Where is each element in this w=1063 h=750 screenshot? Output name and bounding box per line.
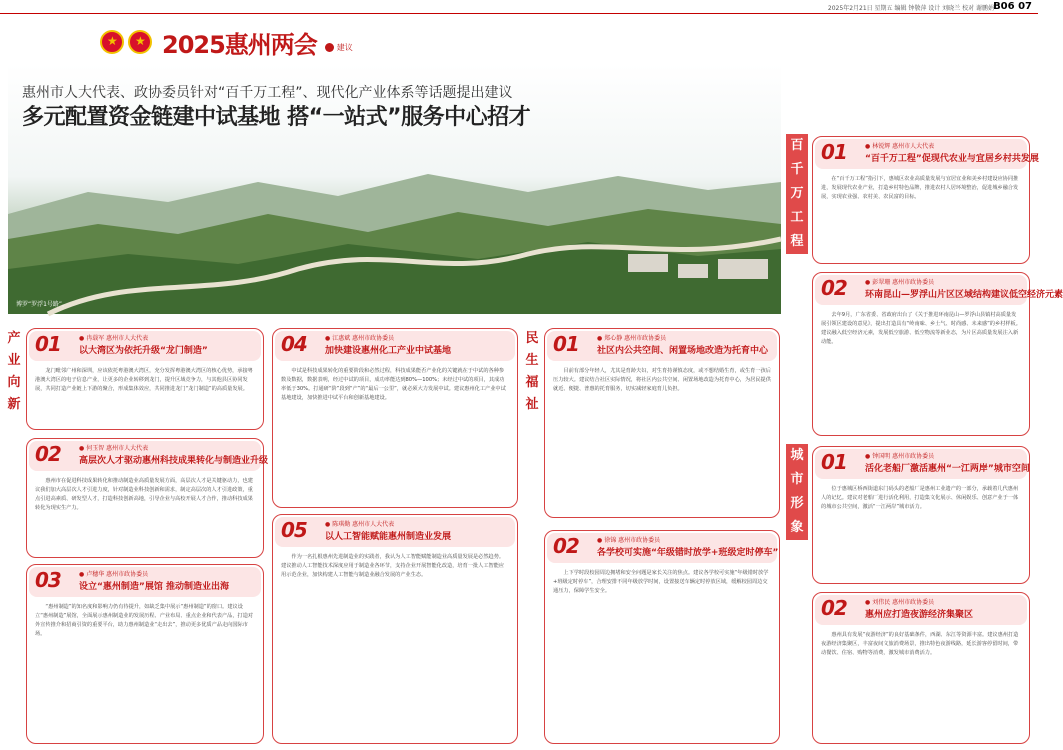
card-title: 活化老船厂激活惠州“一江两岸”城市空间	[865, 464, 1030, 474]
card-author: ● 陈琪勤 惠州市人大代表	[325, 519, 394, 528]
card-author: ● 钟国明 惠州市政协委员	[865, 451, 934, 460]
card-header	[815, 275, 1063, 305]
section-label-livelihood: 民生福祉	[525, 331, 539, 412]
bullet-icon	[325, 43, 334, 52]
section-label-rural: 百千万工程	[786, 134, 808, 254]
card-number: 01	[821, 140, 847, 164]
card-title: 惠州应打造夜游经济集聚区	[865, 610, 974, 620]
card-title: 社区内公共空间、闲置场地改造为托育中心	[597, 346, 769, 356]
card-body: 目前有部分年轻人，尤其是育龄夫妇，对生育持谨慎态度，或不想结婚生育，或生育一孩后压力较大。建议结合社区实际情况，将社区内公共空间、闲置场地改造为托育中心，为居民提供就近、便捷、普惠的托育服务，切实减轻家庭育儿负担。	[553, 368, 771, 392]
card-number: 01	[553, 332, 579, 356]
card-title: 环南昆山—罗浮山片区区域结构建议低空经济元素	[865, 290, 1063, 300]
card-author: ● 彭翠珊 惠州市政协委员	[865, 277, 934, 286]
card-header	[29, 331, 261, 361]
card-number: 02	[553, 534, 579, 558]
photo-caption: 博罗“罗浮1号路”。	[16, 301, 69, 308]
issue-meta: 2025年2月21日 星期五 编辑 钟敬萍 设计 刘晓兰 校对 谢鹏娟	[827, 5, 994, 12]
card-body: “惠州制造”的知名度和影响力仍有待提升，如缺乏集中展示“惠州制造”的窗口。建议设立“惠州制造”展馆，全面展示惠州制造业的发展历程、产业布局、重点企业和代表产品，打造对外宣传推介和招商引资的重要平台，助力惠州制造业“走出去”，推动更多优质产品走向国际市场。	[35, 604, 254, 637]
proposal-card	[544, 328, 780, 518]
proposal-card	[812, 136, 1039, 264]
card-number: 04	[281, 332, 307, 356]
page-header	[0, 0, 1038, 14]
cppcc-emblem-icon	[128, 30, 152, 54]
card-author: ● 郑心静 惠州市政协委员	[597, 333, 666, 342]
proposal-card	[272, 328, 518, 508]
card-header	[547, 533, 777, 563]
proposal-card	[544, 530, 780, 744]
card-author: ● 何玉智 惠州市人大代表	[79, 443, 148, 452]
card-number: 02	[35, 442, 61, 466]
card-title: 设立“惠州制造”展馆 推动制造业出海	[79, 582, 229, 592]
proposal-card	[812, 592, 1030, 744]
card-title: 以人工智能赋能惠州制造业发展	[325, 532, 452, 542]
card-title: 各学校可实施“年级错时放学+班级定时停车”	[597, 548, 779, 558]
card-author: ● 林锐辉 惠州市人大代表	[865, 141, 934, 150]
proposal-card	[26, 328, 264, 430]
banner-subtitle-text: 建议	[336, 42, 353, 52]
card-body: 惠州市在促进科技成果转化和推动制造业高质量发展方面，高层次人才是关键驱动力，也建议我们加大高层次人才引进力度，针对制造业科技创新和需求，制定高层次的人才引进政策，重点引进高素质、研发型人才，打造科技创新高地，引导企业与高校开展人才合作，推动科技成果转化为现实生产力。	[35, 478, 253, 511]
section-label-urban: 城市形象	[786, 444, 808, 540]
card-header	[275, 517, 515, 547]
card-title: “百千万工程”促现代农业与宜居乡村共发展	[865, 154, 1039, 164]
card-body: 去年9月，广东省委、省政府出台了《关于推进环南昆山—罗浮山县镇村高质量发展引领区建设的意见》，提出打造具有“岭南味、乡土气、时尚感、未来感”的乡村样板。建议融入低空经济元素，发展低空旅游、低空物流等新业态，为片区高质量发展注入新动能。	[821, 312, 1021, 345]
proposal-card	[272, 514, 518, 744]
card-number: 03	[35, 568, 61, 592]
card-author: ● 冉载军 惠州市人大代表	[79, 333, 148, 342]
card-body: 中试是科技成果转化的重要阶段和必然过程，科技成果能否产业化的关键就在于中试的各种参数及数据，数据表明，经过中试的项目，成功率能达到80%—100%；未经过中试的项目，其成功率低于30%。打通研“阶”段到“产”的“最后一公里”，就必须大力发展中试。建议惠州化工产业中试基地建设，加快推进中试平台和创新基地建设。	[281, 368, 506, 401]
card-author: ● 江惠斌 惠州市政协委员	[325, 333, 394, 342]
card-body: 作为一名扎根惠州先进制造业的实践者，我认为人工智能赋能制造业高质量发展是必然趋势。建议推动人工智能技术深度应用于制造业各环节，支持企业开展智能化改造，培育一批人工智能应用示范企业，加快构建人工智能与制造业融合发展的产业生态。	[281, 554, 505, 578]
banner-subtitle	[325, 42, 353, 53]
card-number: 01	[35, 332, 61, 356]
card-header	[547, 331, 777, 361]
card-number: 02	[821, 276, 847, 300]
proposal-card	[812, 446, 1030, 584]
national-emblem-icon	[100, 30, 124, 54]
card-body: 在“百千万工程”指引下，惠城区农业高质量发展与宜居宜业和美乡村建设应协同推进，发展现代农业产业，打造乡村特色品牌，推进农村人居环境整治，促进城乡融合发展，实现农业强、农村美、农民富的目标。	[821, 176, 1019, 200]
proposal-card	[26, 438, 269, 558]
page-number: B06 07	[993, 1, 1032, 12]
card-header	[29, 441, 269, 471]
proposal-card	[812, 272, 1063, 436]
card-header	[29, 567, 261, 597]
card-title: 以大湾区为依托升级“龙门制造”	[79, 346, 208, 356]
card-header	[815, 449, 1030, 479]
banner	[100, 22, 353, 62]
card-body: 惠州具有发展“夜游经济”的良好基础条件，西湖、东江等资源丰富。建议惠州打造夜游经济集聚区，丰富夜间文旅消费场景，推出特色夜游线路，延长游客停留时间，带动餐饮、住宿、购物等消费，激发城市消费活力。	[821, 632, 1019, 656]
card-author: ● 刘伟民 惠州市政协委员	[865, 597, 934, 606]
card-number: 01	[821, 450, 847, 474]
section-label-industry: 产业向新	[7, 331, 21, 412]
card-number: 05	[281, 518, 307, 542]
card-author: ● 徐锦 惠州市政协委员	[597, 535, 660, 544]
card-header	[815, 139, 1039, 169]
card-body: 上下学时段校园周边拥堵和安全问题是家长关注的焦点。建议各学校可实施“年级错时放学+班级定时停车”，合理安排不同年级放学时间，设置接送车辆定时停放区域，缓解校园周边交通压力，保障学生安全。	[553, 570, 769, 594]
card-body: 龙门毗邻广州和深圳，应该依托粤港澳大湾区，充分发挥粤港澳大湾区的核心优势，承接粤港澳大湾区的电子信息产业，让更多的企业转移到龙门，提升区域竞争力，与其他县区协同发展，共同打造产业链上下游的聚合，形成集体效应，共同推进龙门“龙门制造”的高质量发展。	[35, 368, 253, 392]
card-title: 加快建设惠州化工产业中试基地	[325, 346, 452, 356]
proposal-card	[26, 564, 264, 744]
card-body: 位于惠城区桥西街道东门码头的老船厂是惠州工业遗产的一部分，承载着几代惠州人的记忆。建议对老船厂进行活化利用，打造集文化展示、休闲娱乐、创意产业于一体的城市公共空间，激活“一江两岸”城市活力。	[821, 486, 1019, 510]
lead-photo-area	[8, 64, 781, 314]
lead-headline: 多元配置资金链建中试基地 搭“一站式”服务中心招才	[22, 105, 531, 130]
card-header	[815, 595, 1027, 625]
card-header	[275, 331, 515, 361]
card-author: ● 卢穗华 惠州市政协委员	[79, 569, 148, 578]
banner-title: 2025惠州两会	[162, 30, 317, 59]
lead-kicker: 惠州市人大代表、政协委员针对“百千万工程”、现代化产业体系等话题提出建议	[22, 85, 513, 101]
card-title: 高层次人才驱动惠州科技成果转化与制造业升级	[79, 456, 269, 466]
card-number: 02	[821, 596, 847, 620]
